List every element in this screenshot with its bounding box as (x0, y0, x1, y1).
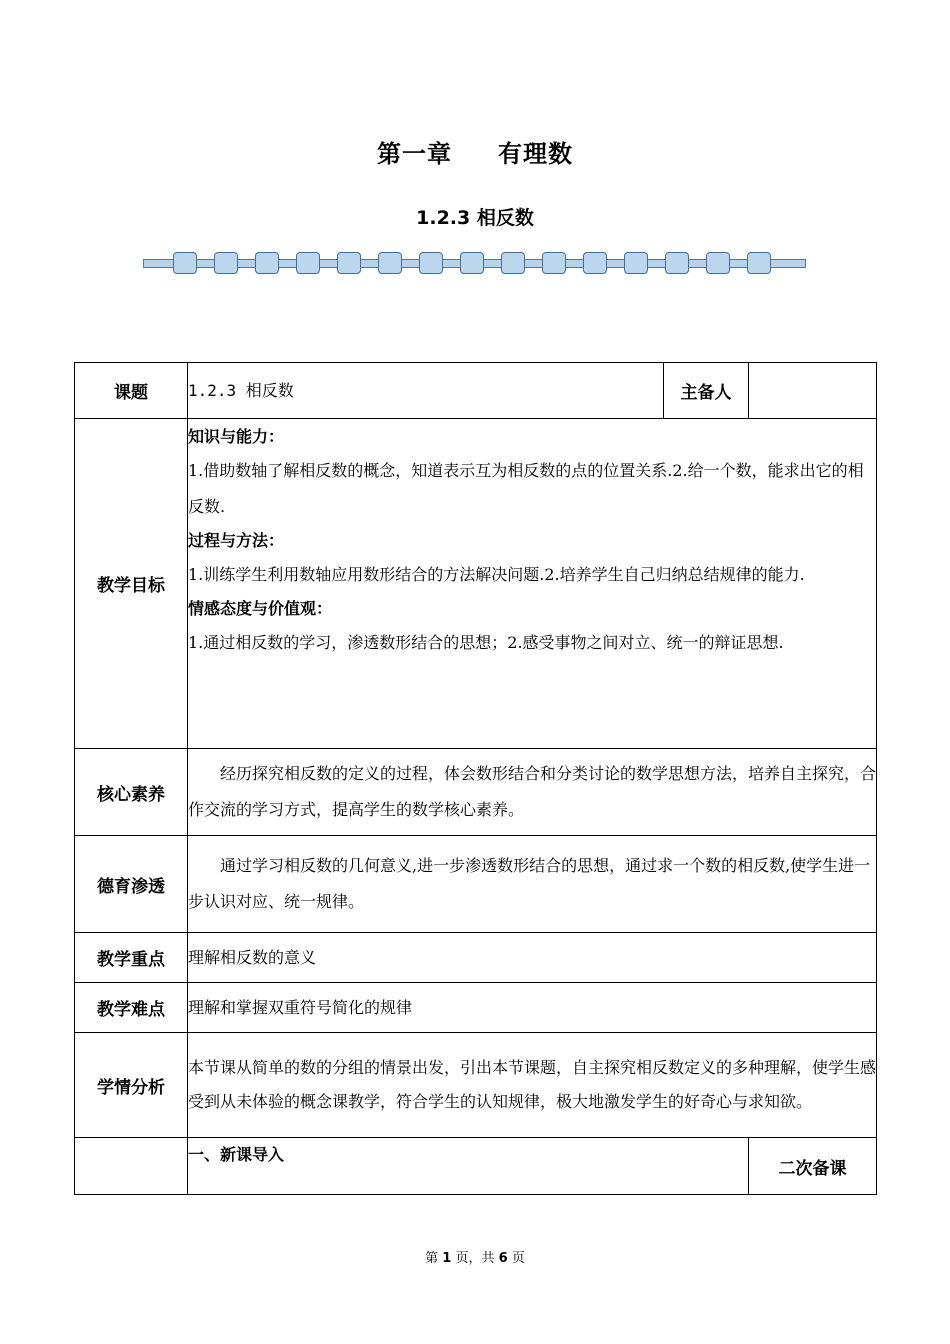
knowledge-heading: 知识与能力： (188, 427, 285, 446)
key-point-label: 教学重点 (75, 933, 188, 983)
difficulty-label: 教学难点 (75, 983, 188, 1033)
row-key-point (75, 933, 877, 983)
second-prep-label: 二次备课 (749, 1138, 877, 1195)
process-text: 1.训练学生利用数轴应用数形结合的方法解决问题.2.培养学生自己归纳总结规律的能力. (188, 565, 805, 584)
footer-total-pages: 6 (498, 1251, 508, 1266)
core-label: 核心素养 (75, 749, 188, 836)
footer-page-number: 1 (442, 1251, 452, 1266)
decorative-bead (583, 252, 607, 274)
emotion-heading: 情感态度与价值观： (188, 599, 333, 618)
row-moral (75, 836, 877, 933)
lesson-plan-table (74, 362, 877, 1195)
decorative-bead (501, 252, 525, 274)
decorative-bead (214, 252, 238, 274)
emotion-text: 1.通过相反数的学习，渗透数形结合的思想；2.感受事物之间对立、统一的辩证思想. (188, 633, 784, 652)
chapter-title (0, 134, 950, 169)
analysis-label: 学情分析 (75, 1033, 188, 1138)
footer-prefix: 第 (425, 1251, 439, 1266)
row-analysis (75, 1033, 877, 1138)
key-point-text: 理解相反数的意义 (188, 933, 877, 983)
topic-label: 课题 (75, 363, 188, 419)
decorative-bead (419, 252, 443, 274)
intro-heading: 一、新课导入 (188, 1138, 749, 1195)
decorative-bead (296, 252, 320, 274)
goals-label: 教学目标 (75, 419, 188, 749)
core-text: 经历探究相反数的定义的过程，体会数形结合和分类讨论的数学思想方法，培养自主探究，合作交流的学习方式，提高学生的数学核心素养。 (188, 749, 877, 836)
row-core (75, 749, 877, 836)
decorative-bead (665, 252, 689, 274)
decorative-bead (706, 252, 730, 274)
topic-value: 1.2.3 相反数 (188, 363, 664, 419)
section-title: 1.2.3 相反数 (416, 207, 534, 229)
decorative-bead (542, 252, 566, 274)
difficulty-text: 理解和掌握双重符号简化的规律 (188, 983, 877, 1033)
decorative-bead (378, 252, 402, 274)
row-topic (75, 363, 877, 419)
decorative-bead (747, 252, 771, 274)
knowledge-text: 1.借助数轴了解相反数的概念，知道表示互为相反数的点的位置关系.2.给一个数，能求出它的相反数. (188, 461, 864, 516)
decorative-bead (337, 252, 361, 274)
preparer-value (749, 363, 877, 419)
row-intro (75, 1138, 877, 1195)
row-goals (75, 419, 877, 749)
analysis-text: 本节课从简单的数的分组的情景出发，引出本节课题，自主探究相反数定义的多种理解，使学生感受到从未体验的概念课教学，符合学生的认知规律，极大地激发学生的好奇心与求知欲。 (188, 1033, 877, 1138)
page-footer (0, 1247, 950, 1266)
process-heading: 过程与方法： (188, 531, 285, 550)
preparer-label: 主备人 (664, 363, 749, 419)
chapter-label: 第一章 (377, 140, 452, 168)
moral-label: 德育渗透 (75, 836, 188, 933)
footer-suffix: 页 (511, 1251, 525, 1266)
intro-blank-cell (75, 1138, 188, 1195)
moral-text: 通过学习相反数的几何意义,进一步渗透数形结合的思想，通过求一个数的相反数,使学生进一步认识对应、统一规律。 (188, 836, 877, 933)
footer-middle: 页，共 (455, 1251, 495, 1266)
decorative-bead (173, 252, 197, 274)
decorative-bead (624, 252, 648, 274)
decorative-bead (255, 252, 279, 274)
goals-content (188, 419, 877, 749)
decorative-bead (460, 252, 484, 274)
row-difficulty (75, 983, 877, 1033)
chapter-name: 有理数 (498, 140, 573, 168)
